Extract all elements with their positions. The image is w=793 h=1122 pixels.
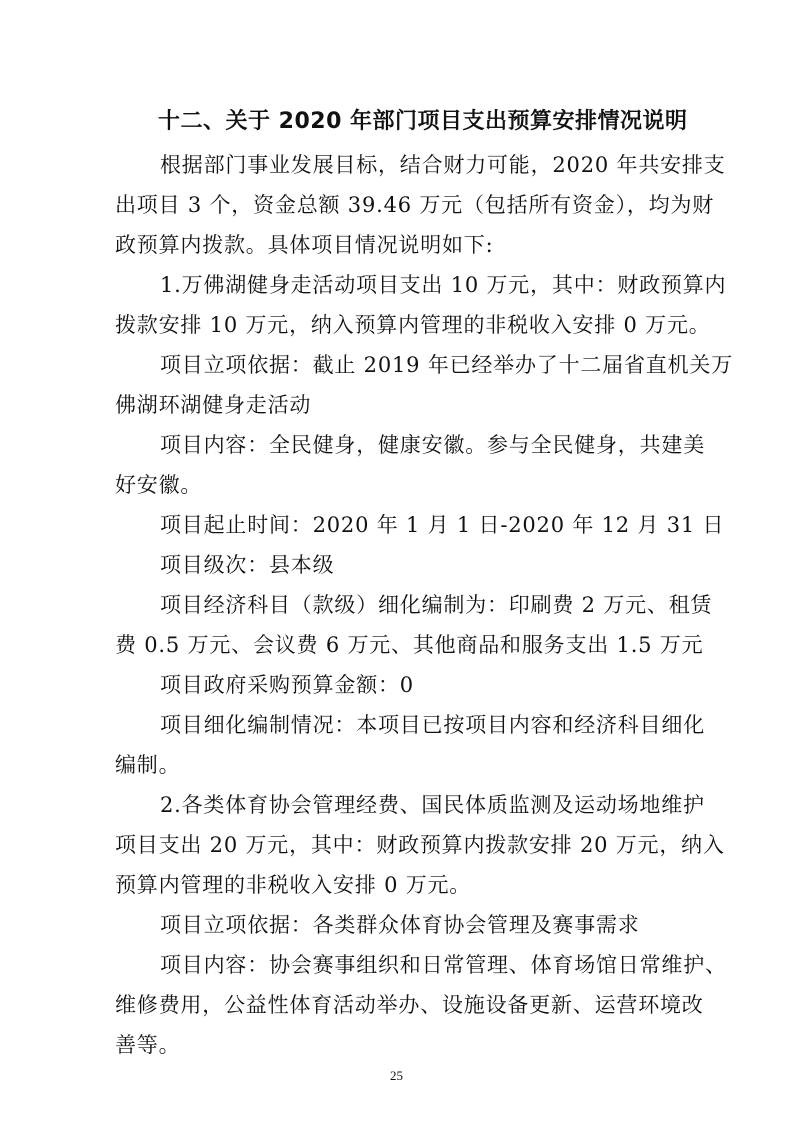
- project1-detail-line-2: 编制。: [115, 753, 181, 777]
- project1-level: 项目级次：县本级: [160, 553, 335, 577]
- project2-content-line-2: 维修费用，公益性体育活动举办、设施设备更新、运营环境改: [115, 993, 704, 1017]
- project1-period: 项目起止时间：2020 年 1 月 1 日-2020 年 12 月 31 日: [160, 513, 725, 537]
- project2-basis: 项目立项依据：各类群众体育协会管理及赛事需求: [160, 913, 640, 937]
- project1-economic-line-2: 费 0.5 万元、会议费 6 万元、其他商品和服务支出 1.5 万元: [115, 633, 704, 657]
- section-title: 十二、关于 2020 年部门项目支出预算安排情况说明: [158, 109, 688, 134]
- project1-basis-line-2: 佛湖环湖健身走活动: [115, 393, 312, 417]
- intro-line-2: 出项目 3 个，资金总额 39.46 万元（包括所有资金），均为财: [115, 193, 715, 217]
- project1-content-line-1: 项目内容：全民健身，健康安徽。参与全民健身，共建美: [160, 433, 705, 457]
- project2-heading-line-1: 2.各类体育协会管理经费、国民体质监测及运动场地维护: [160, 793, 705, 817]
- page-number: 25: [390, 1068, 403, 1083]
- project2-content-line-1: 项目内容：协会赛事组织和日常管理、体育场馆日常维护、: [160, 953, 727, 977]
- intro-line-1: 根据部门事业发展目标，结合财力可能，2020 年共安排支: [160, 153, 726, 177]
- project2-heading-line-3: 预算内管理的非税收入安排 0 万元。: [115, 873, 472, 897]
- project1-heading-line-2: 拨款安排 10 万元，纳入预算内管理的非税收入安排 0 万元。: [115, 313, 711, 337]
- project2-heading-line-2: 项目支出 20 万元，其中：财政预算内拨款安排 20 万元，纳入: [115, 833, 725, 857]
- project1-detail-line-1: 项目细化编制情况：本项目已按项目内容和经济科目细化: [160, 713, 705, 737]
- project1-heading-line-1: 1.万佛湖健身走活动项目支出 10 万元，其中：财政预算内: [160, 273, 727, 297]
- intro-line-3: 政预算内拨款。具体项目情况说明如下:: [115, 233, 494, 257]
- project1-basis-line-1: 项目立项依据：截止 2019 年已经举办了十二届省直机关万: [160, 353, 733, 377]
- project1-procurement: 项目政府采购预算金额：0: [160, 673, 414, 697]
- project2-content-line-3: 善等。: [115, 1033, 181, 1057]
- project1-content-line-2: 好安徽。: [115, 473, 203, 497]
- project1-economic-line-1: 项目经济科目（款级）细化编制为：印刷费 2 万元、租赁: [160, 593, 713, 617]
